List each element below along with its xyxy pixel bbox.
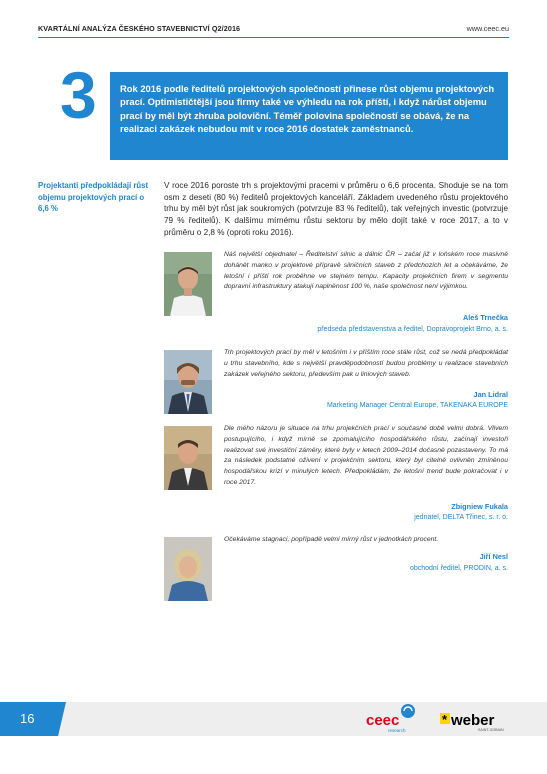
- quote-text-2: Trh projektových prací by měl v letošním i v příštím roce stále růst, což se nedá předpokládat u trhu stavebního, kde s největší pravděpodobností budou problémy u realizace stavebních zakázek veřejného sektoru, především pak u liniových staveb.: [224, 349, 508, 378]
- header-divider: [38, 37, 509, 38]
- quote-role-4: obchodní ředitel, PRODIN, a. s.: [409, 565, 508, 572]
- portrait-photo-trnecka: [164, 252, 212, 316]
- quote-role-1: předseda představenstva a ředitel, Dopravoprojekt Brno, a. s.: [317, 326, 508, 333]
- quote-role-3: jednatel, DELTA Třinec, s. r. o.: [414, 514, 508, 521]
- ceec-logo-subtext: research: [388, 728, 406, 733]
- section-number: 3: [60, 58, 97, 132]
- report-title: KVARTÁLNÍ ANALÝZA ČESKÉHO STAVEBNICTVÍ Q2/2016: [38, 24, 241, 33]
- website-link[interactable]: www.ceec.eu: [466, 24, 509, 33]
- weber-logo-text: weber: [451, 712, 495, 729]
- svg-text:*: *: [442, 712, 448, 727]
- quote-role-2: Marketing Manager Central Europe, TAKENAKA EUROPE: [326, 402, 508, 409]
- quote-author-3: Zbigniew Fukala: [451, 502, 508, 511]
- portrait-photo-fukala: [164, 426, 212, 490]
- quote-text-4: Očekáváme stagnaci, popřípadě velmi mírný růst v jednotkách procent.: [224, 536, 439, 543]
- portrait-photo-lidral: [164, 350, 212, 414]
- weber-logo-subtext: SAINT-GOBAIN: [478, 728, 504, 732]
- ceec-logo: [366, 703, 418, 733]
- section-headline-box: [110, 72, 508, 160]
- ceec-logo-text: ceec: [366, 712, 400, 729]
- quote-text-1: Náš největší objednatel – Ředitelství silnic a dálnic ČR – začal již v loňském roce masivně dohánět manko v projektové přípravě silničních staveb z předchozích let a očekáváme, že letošní i příští rok proběhne ve stejném tempu. Kapacity projekčních firem v segmentu dopravní infrastruktury atakují naplněnost 100 %, naše společnost není výjimkou.: [224, 251, 508, 291]
- side-note: Projektanti předpokládají růst objemu projektových prací o 6,6 %: [38, 181, 149, 213]
- quote-text-3: Dle mého názoru je situace na trhu projekčních prací v současné době velmi dobrá. Vlivem postupujícího, i když mírně se zpomalujícího hospodářského růstu, začínají investoři realizovat své investiční záměry, které byly v letech 2009–2014 dočasně pozastaveny. To má za následek podstatné oživení v projekčním sektoru, který byl citelně ovlivněn zmíněnou hospodářskou krizí v minulých letech. Předpokládám, že letošní trend bude pokračovat i v roce 2017.: [224, 425, 508, 486]
- weber-logo: [440, 710, 510, 732]
- page-number: 16: [20, 711, 35, 726]
- lead-paragraph: V roce 2016 poroste trh s projektovými pracemi v průměru o 6,6 procenta. Shoduje se na tom osm z deseti (80 %) ředitelů projektových kanceláří. Základem uvedeného růstu projektového trhu by měl být růst jak soukromých (potvrzuje 83 % ředitelů), tak veřejných investic (potvrzuje 79 % ředitelů). K dalšímu mírnému růstu sektoru by mělo dojít také v roce 2017, a to v průměru o 2,8 % (oproti roku 2016).: [164, 181, 508, 237]
- quote-author-1: Aleš Trnečka: [462, 313, 508, 322]
- quote-author-4: Jiří Nesl: [479, 552, 508, 561]
- portrait-photo-nesl: [164, 537, 212, 601]
- section-headline-text: Rok 2016 podle ředitelů projektových společností přinese růst objemu projektových prací. Optimističtější jsou firmy také ve výhledu na rok příští, i když nárůst objemu prací by měl být zhruba poloviční. Téměř polovina společností se obává, že na realizaci zakázek nebudou mít v roce 2016 dostatek zaměstnanců.: [120, 83, 495, 135]
- quote-author-2: Jan Lidral: [473, 390, 508, 399]
